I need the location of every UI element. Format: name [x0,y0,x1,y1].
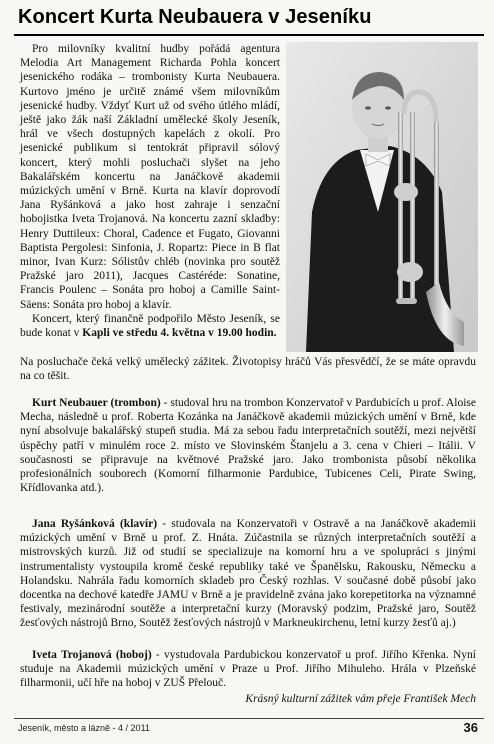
publication-info: Jeseník, město a lázně - 4 / 2011 [18,723,150,733]
bio-kurt-neubauer [20,396,476,495]
bio-iveta-trojanova [20,648,476,691]
bio-jana-text: - studovala na Konzervatoři v Ostravě a na Janáčkově akademii múzických umění v Brně u prof. Z. Hnáta. Zúčastnila se různých interpretačních soutěží a mistrovských kurzů. Již od studií se specializuje na komorní hru a ve spolupráci s jinými instrumentalisty vystoupila kromě české republiky také ve Španělsku, Rakousku, Německu a Holandsku. Nahrála řadu komorních skladeb pro Český rozhlas. V současné době působí jako docentka na dechové katedře JAMU v Brně a je pravidelně zvána jako korepetitorka na významné festivaly, mezinárodní soutěže a interpretační kurzy (Moravský podzim, Pražské jaro, Soutěž žesťových nástrojů Brno, Soutěž žesťových nástrojů v Markneukirchenu, letní kurzy žesťů aj.) [20,518,476,630]
trombonist-portrait-image [286,42,478,352]
bio-kurt-text: - studoval hru na trombon Konzervatoř v Pardubicích u prof. Aloise Mecha, následně u prof. Roberta Kozánka na Janáčkově akademii múzických umění v Brně, kde nyní absolvuje bakalářský stupeň studia. Má za sebou řadu interpretačních soutěží, mezi největší úspěchy patří v minulém roce 2. místo ve Slovinském Štanjelu a 3. cena v Chieri – Itálii. V současnosti se připravuje na květnové Pražské jaro. Jako trombonista působí několika profesionálních souborech (Komorní filharmonie Pardubice, Tubicenes Celi, Pirate Swing, Křídlovanka atd.). [20,397,476,495]
funding-text-pre: Koncert, který finančně podpořilo Město Jeseník, se bude konat v [20,312,280,340]
concert-venue-time: Kapli ve středu 4. května v 19.00 hodin. [82,327,277,340]
funding-paragraph [20,312,280,340]
bio-jana-rysankova [20,517,476,631]
performer-photo [286,42,478,352]
title-divider [14,34,484,36]
funding-post-text: Na posluchače čeká velký umělecký zážitek. Životopisy hráčů Vás přesvědčí, že se máte opravdu na co těšit. [20,356,476,383]
footer-divider [14,718,484,719]
page-number: 36 [463,720,478,735]
bio-jana-paragraph [20,517,476,631]
bio-jana-name: Jana Ryšánková (klavír) [32,518,158,530]
bio-kurt-name: Kurt Neubauer (trombon) [32,397,161,409]
bio-kurt-paragraph [20,396,476,495]
bio-iveta-paragraph [20,648,476,691]
intro-text [20,42,280,340]
intro-paragraph: Pro milovníky kvalitní hudby pořádá agentura Melodia Art Management Richarda Pohla koncert jesenického rodáka – trombonisty Kurta Neubauera. Kurtovo jméno je určitě známé všem milovníkům jesenické hudby. Vždyť Kurt už od svého útlého mládí, ještě jako žák naší Základní umělecké školy Jeseník, hrál ve všech dostupných kapelách z okolí. Pro jesenické publikum si tentokrát připravil sólový koncert, který mohli posluchači slyšet na jeho Bakalářském koncertu na Janáčkově akademii múzických umění v Brně. Kurta na klavír doprovodí Jana Ryšánková a jako host zahraje i senzační hobojistka Iveta Trojanová. Na koncertu zazní skladby: Henry Duttileux: Choral, Cadence et Fugato, Giovanni Baptista Pergolesi: Sinfonia, J. Ropartz: Piece in B flat minor, Ivan Kurz: Sólistův chléb (novinka pro soutěž Pražské jaro 2011), Jacques Castéréde: Sonatine, Francis Poulenc – Sonáta pro hoboj a Camille Saint-Säens: Sonáta pro hoboj a klavír. [20,43,280,311]
funding-continuation [20,355,476,383]
bio-iveta-text: - vystudovala Pardubickou konzervatoř u prof. Jiřího Křenka. Nyní studuje na Akademii múzických umění v Praze u Prof. Jiřího Mihuleho. Hrála v Plzeňské filharmonii, učí hře na hoboj v ZUŠ Přelouč. [20,649,476,690]
article-title: Koncert Kurta Neubauera v Jeseníku [18,6,372,28]
bio-iveta-name: Iveta Trojanová (hoboj) [32,649,152,661]
author-signature: Krásný kulturní zážitek vám přeje František Mech [245,693,476,705]
